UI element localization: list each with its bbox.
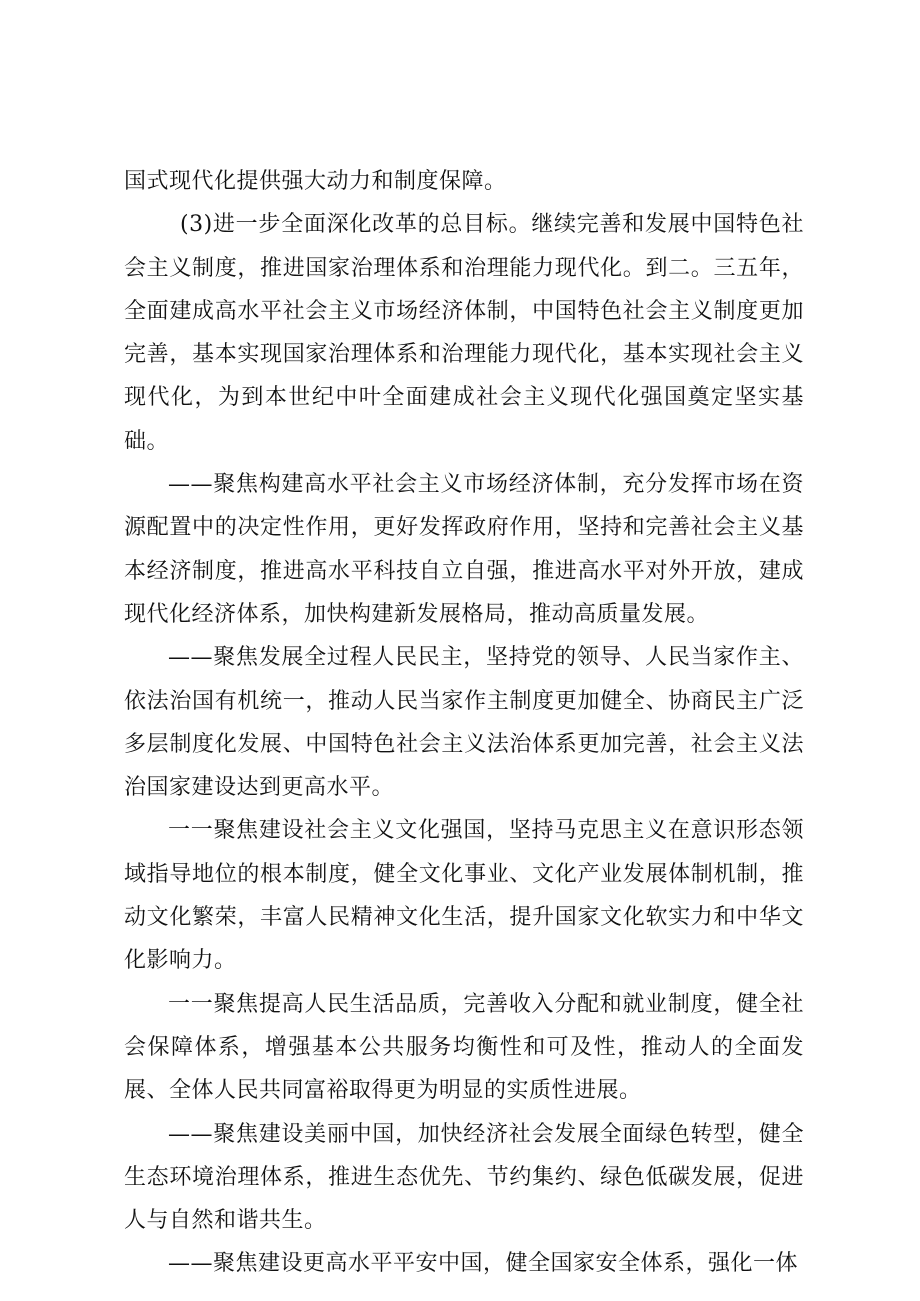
paragraph-beautiful-china: ——聚焦建设美丽中国，加快经济社会发展全面绿色转型，健全生态环境治理体系，推进生态优先、节约集约、绿色低碳发展，促进人与自然和谐共生。: [124, 1121, 804, 1234]
document-body: [124, 160, 804, 1286]
paragraph-safe-china: ——聚焦建设更高水平平安中国，健全国家安全体系，强化一体: [168, 1251, 799, 1277]
paragraph-continuation: 国式现代化提供强大动力和制度保障。: [124, 169, 507, 194]
paragraph-cultural-power: 一一聚焦建设社会主义文化强国，坚持马克思主义在意识形态领域指导地位的根本制度，健全文化事业、文化产业发展体制机制，推动文化繁荣，丰富人民精神文化生活，提升国家文化软实力和中华文化影响力。: [124, 818, 804, 974]
paragraph-peoples-democracy: ——聚焦发展全过程人民民主，坚持党的领导、人民当家作主、依法治国有机统一，推动人民当家作主制度更加健全、协商民主广泛多层制度化发展、中国特色社会主义法治体系更加完善，社会主义法治国家建设达到更高水平。: [124, 645, 804, 801]
paragraph-overall-goal: (3)进一步全面深化改革的总目标。继续完善和发展中国特色社会主义制度，推进国家治理体系和治理能力现代化。到二。三五年，全面建成高水平社会主义市场经济体制，中国特色社会主义制度更加完善，基本实现国家治理体系和治理能力现代化，基本实现社会主义现代化，为到本世纪中叶全面建成社会主义现代化强国奠定坚实基础。: [124, 212, 804, 454]
paragraph-quality-of-life: 一一聚焦提高人民生活品质，完善收入分配和就业制度，健全社会保障体系，增强基本公共服务均衡性和可及性，推动人的全面发展、全体人民共同富裕取得更为明显的实质性进展。: [124, 991, 804, 1104]
paragraph-market-economy: ——聚焦构建高水平社会主义市场经济体制，充分发挥市场在资源配置中的决定性作用，更好发挥政府作用，坚持和完善社会主义基本经济制度，推进高水平科技自立自强，推进高水平对外开放，建成现代化经济体系，加快构建新发展格局，推动高质量发展。: [124, 472, 804, 627]
